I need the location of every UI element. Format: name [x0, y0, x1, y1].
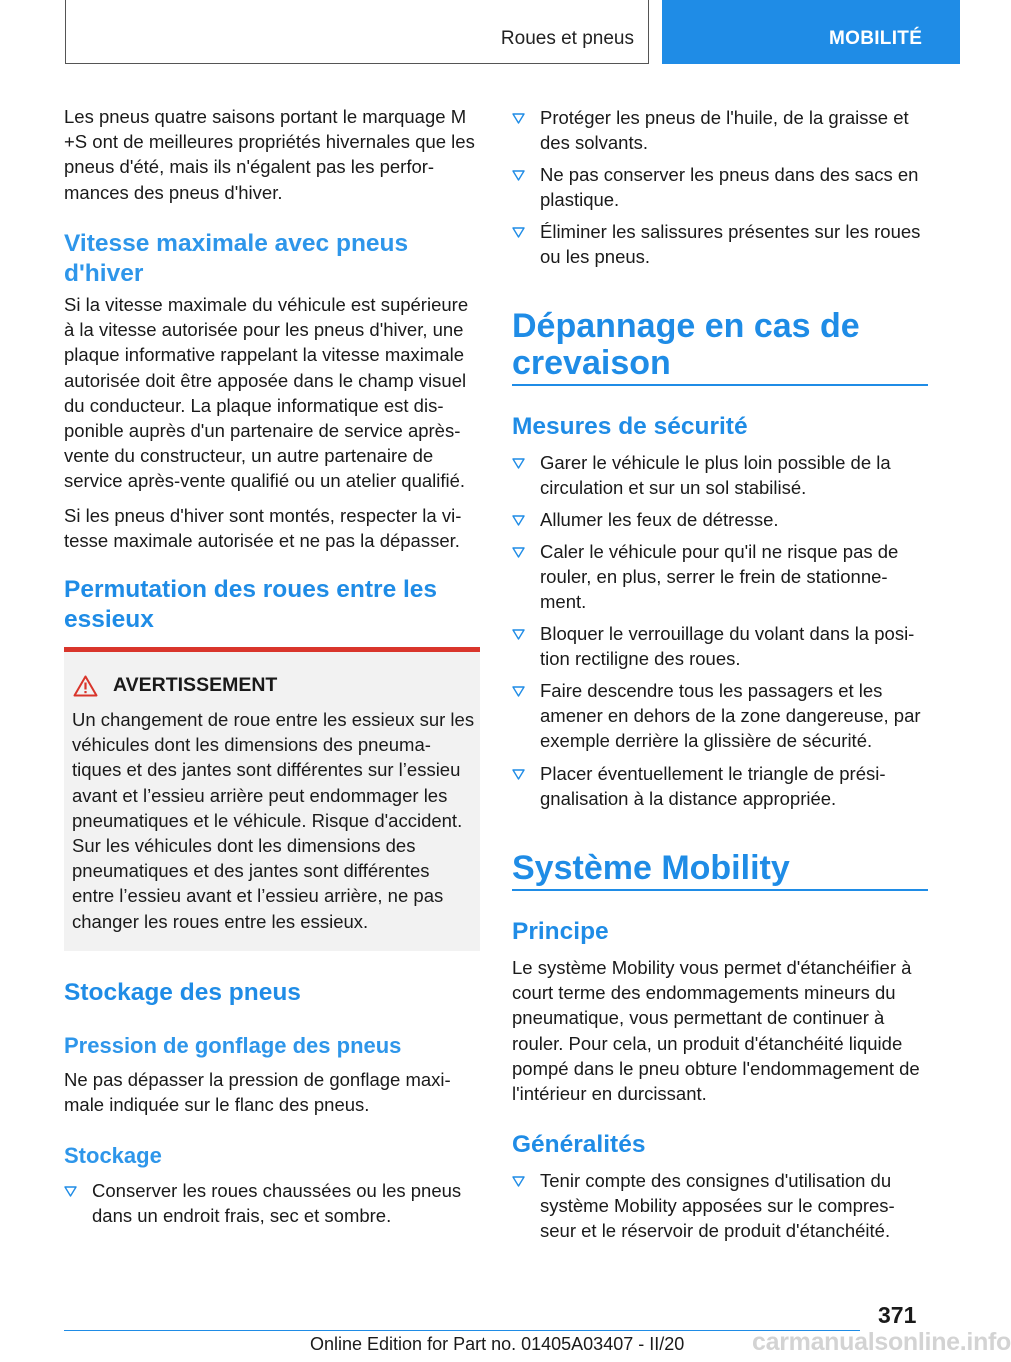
chapter-title: MOBILITÉ [829, 28, 923, 49]
list-item-text: Bloquer le verrouillage du volant dans la posi‐ tion rectiligne des roues. [540, 623, 915, 670]
heading-rule [512, 889, 928, 891]
warning-triangle-icon [73, 675, 98, 697]
list-item [512, 539, 928, 615]
list-item-text: Garer le véhicule le plus loin possible de la circulation et sur un sol stabilisé. [540, 452, 891, 499]
bullet-triangle-icon [512, 227, 525, 238]
list-item [512, 621, 928, 671]
warning-title: AVERTISSEMENT [113, 674, 278, 696]
intro-paragraph: Les pneus quatre saisons portant le marquage M +S ont de meilleures propriétés hivernales que les pneus d'été, mais ils n'égalent pas les perfor‐ mances des pneus d'hiver. [64, 106, 475, 203]
list-item [512, 507, 928, 532]
list-item-text: Tenir compte des consignes d'utilisation du système Mobility apposées sur le compres‐ seur et le réservoir de produit d'étanchéité. [540, 1170, 895, 1242]
bullet-triangle-icon [512, 1176, 525, 1187]
list-item [512, 1168, 928, 1244]
bullet-triangle-icon [512, 113, 525, 124]
list-item-text: Placer éventuellement le triangle de prési‐ gnalisation à la distance appropriée. [540, 763, 886, 810]
list-item-text: Allumer les feux de détresse. [540, 509, 779, 530]
list-item [512, 162, 928, 212]
list-item [512, 105, 928, 155]
winter-speed-paragraph-1: Si la vitesse maximale du véhicule est supérieure à la vitesse autorisée pour les pneus d'hiver, une plaque informative rappelant la vitesse maximale autorisée doit être apposée dans le champ visuel du conducteur. La plaque informatique est dis‐ ponible auprès d'un partenaire de service après- vente du constructeur, un autre partenaire de service après-vente qualifié ou un atelier qualifié. [64, 294, 469, 492]
bullet-triangle-icon [512, 629, 525, 640]
heading-safety-measures: Mesures de sécurité [512, 413, 748, 440]
warning-text: Un changement de roue entre les essieux sur les véhicules dont les dimensions des pneuma‐ tiques et des jantes sont différentes sur l’essieu avant et l’essieu arrière peut endommager les pneumatiques et le véhicule. Risque d'accident. Sur les véhicules dont les dimensions des pneumatiques et des jantes sont différentes entre l’essieu avant et l’essieu arrière, ne pas changer les roues entre les essieux. [72, 709, 475, 932]
list-item-text: Protéger les pneus de l'huile, de la graisse et des solvants. [540, 107, 909, 154]
list-item-text: Ne pas conserver les pneus dans des sacs en plastique. [540, 164, 919, 211]
bullet-triangle-icon [512, 458, 525, 469]
bullet-triangle-icon [512, 769, 525, 780]
bullet-triangle-icon [64, 1186, 77, 1197]
list-item [64, 1178, 480, 1228]
list-item-text: Caler le véhicule pour qu'il ne risque pas de rouler, en plus, serrer le frein de stationne‐ ment. [540, 541, 899, 613]
list-item [512, 678, 928, 754]
list-item-text: Éliminer les salissures présentes sur les roues ou les pneus. [540, 221, 921, 268]
bullet-triangle-icon [512, 547, 525, 558]
heading-storage: Stockage [64, 1143, 162, 1168]
heading-mobility-system: Système Mobility [512, 849, 790, 887]
principle-paragraph: Le système Mobility vous permet d'étanchéifier à court terme des endommagements mineurs du pneumatique, vous permettant de continuer à rouler. Pour cela, un produit d'étanchéité liquide pompé dans le pneu obture l'endommagement de l'intérieur en durcissant. [512, 957, 920, 1105]
heading-wheel-rotation: Permutation des roues entre les essieux [64, 576, 438, 633]
footer-rule [64, 1330, 860, 1331]
footer-edition: Online Edition for Part no. 01405A03407 - II/20 [310, 1334, 685, 1354]
heading-principle: Principe [512, 918, 609, 945]
tire-pressure-paragraph: Ne pas dépasser la pression de gonflage maxi‐ male indiquée sur le flanc des pneus. [64, 1069, 451, 1116]
winter-speed-paragraph-2: Si les pneus d'hiver sont montés, respecter la vi‐ tesse maximale autorisée et ne pas la dépasser. [64, 505, 462, 552]
bullet-triangle-icon [512, 686, 525, 697]
heading-puncture-assistance: Dépannage en cas de crevaison [512, 307, 860, 382]
list-item [512, 219, 928, 269]
list-item [512, 450, 928, 500]
heading-winter-speed: Vitesse maximale avec pneus d'hiver [64, 230, 409, 287]
heading-general: Généralités [512, 1131, 646, 1158]
heading-tire-pressure: Pression de gonflage des pneus [64, 1033, 402, 1058]
header-section-box [65, 0, 649, 64]
section-title: Roues et pneus [500, 28, 634, 49]
list-item-text: Faire descendre tous les passagers et les amener en dehors de la zone dangereuse, par exemple derrière la glissière de sécurité. [540, 680, 921, 752]
heading-rule [512, 384, 928, 386]
watermark: carmanualsonline.info [752, 1328, 1011, 1356]
list-item-text: Conserver les roues chaussées ou les pneus dans un endroit frais, sec et sombre. [92, 1180, 462, 1227]
page-number: 371 [878, 1302, 917, 1328]
bullet-triangle-icon [512, 515, 525, 526]
list-item [512, 761, 928, 811]
heading-tire-storage: Stockage des pneus [64, 979, 301, 1006]
bullet-triangle-icon [512, 170, 525, 181]
